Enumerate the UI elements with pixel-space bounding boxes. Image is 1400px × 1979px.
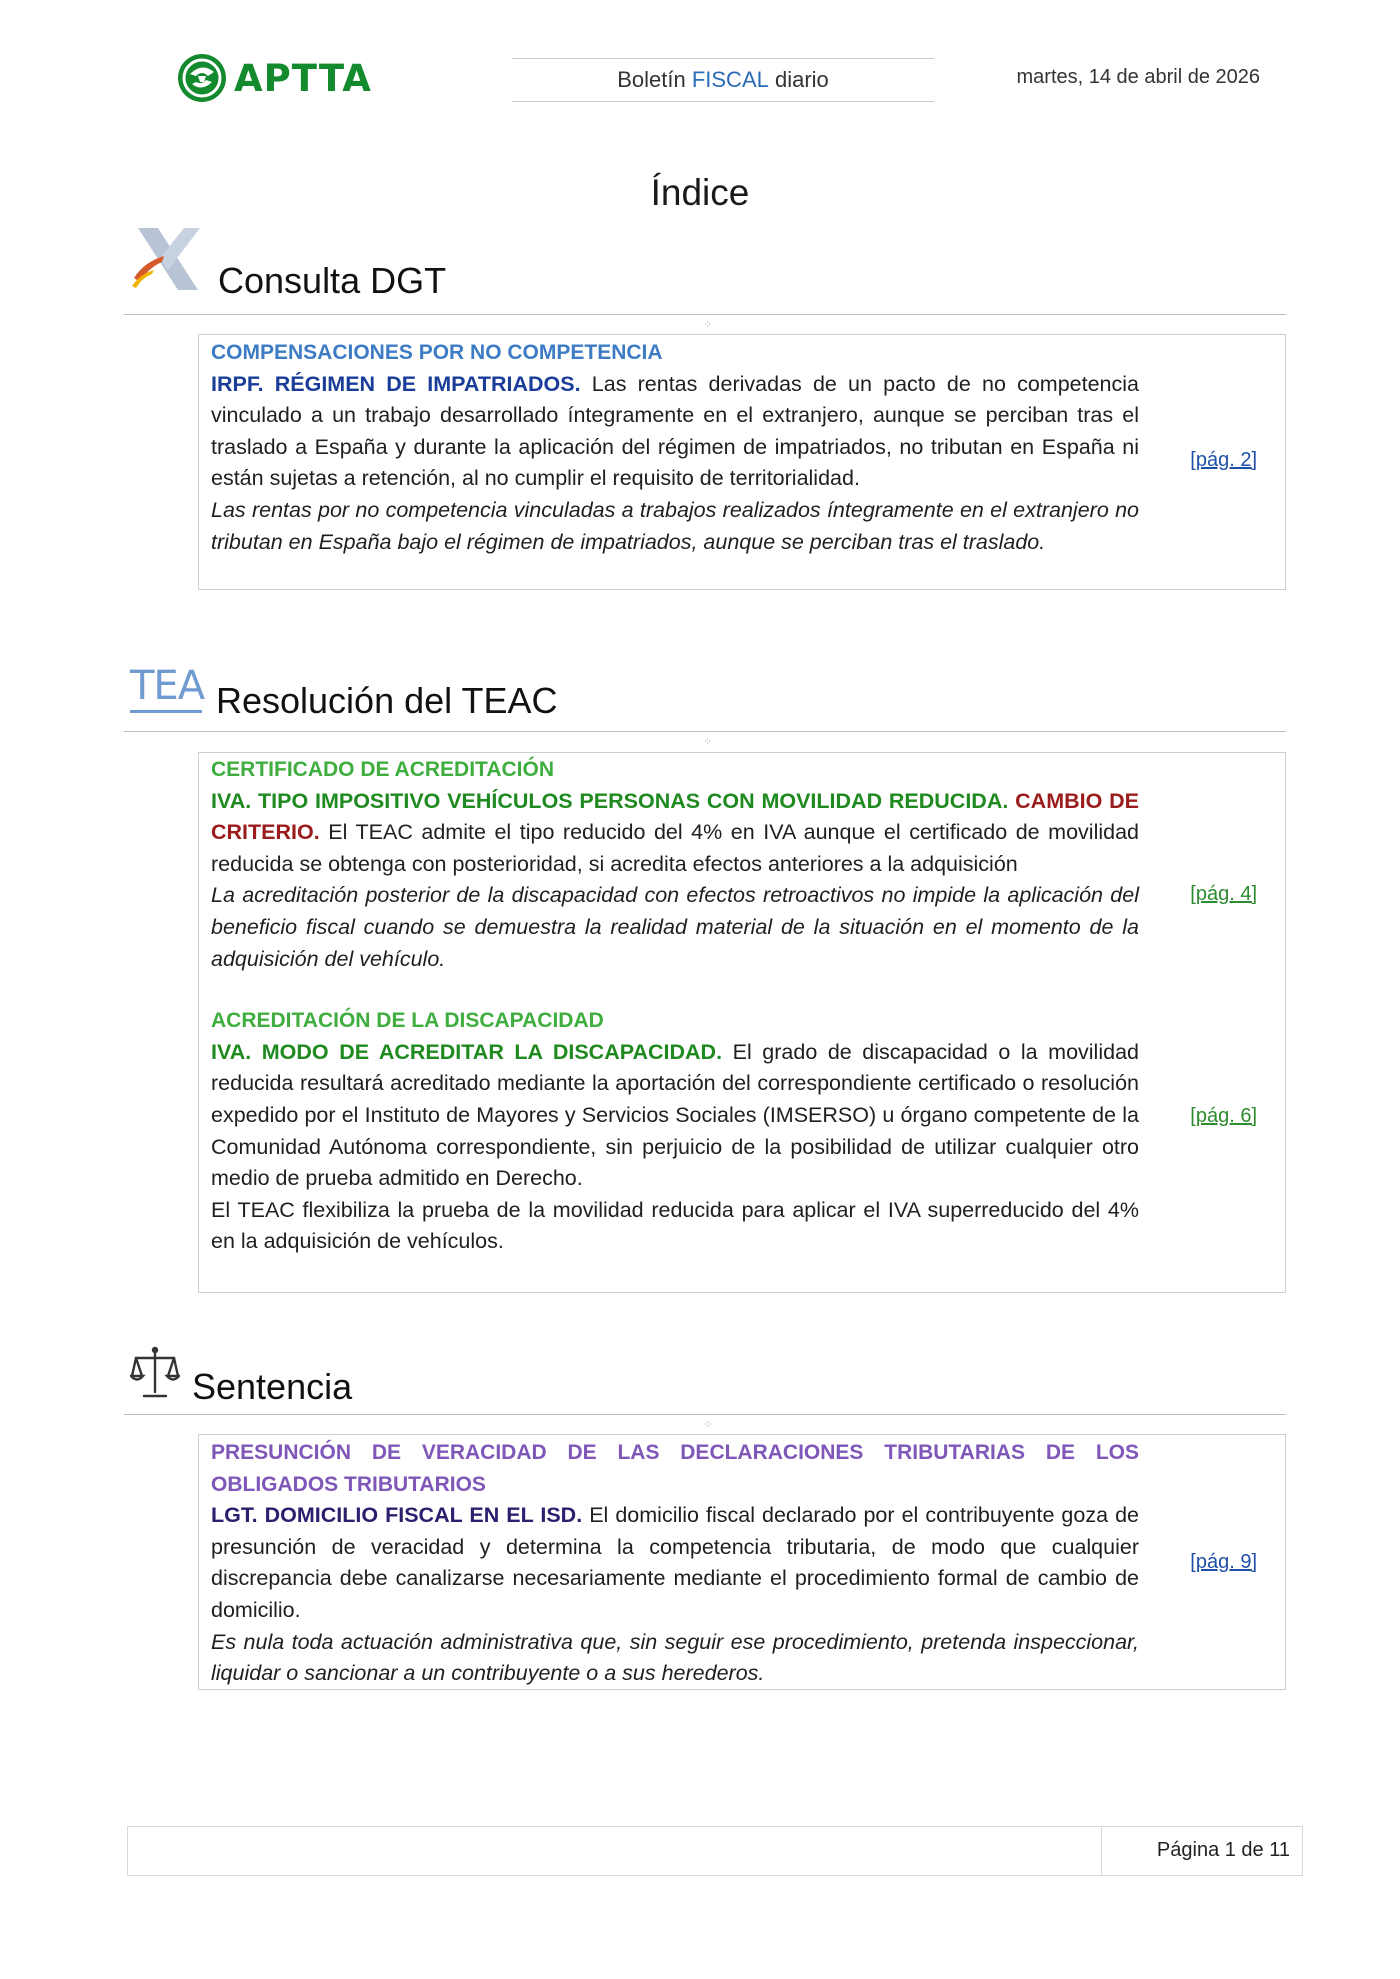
bulletin-prefix: Boletín: [617, 67, 692, 92]
entry-body: El grado de discapacidad o la movilidad reducida resultará acreditado mediante la aportación del correspondiente certificado o resolución expedido por el Instituto de Mayores y Servicios Sociales (IMSERSO) u órgano competente de la Comunidad Autónoma correspondiente, sin perjuicio de la posibilidad de utilizar cualquier otro medio de prueba admitido en Derecho.: [211, 1039, 1139, 1191]
entry-text: [199, 754, 1139, 975]
entry-summary: Es nula toda actuación administrativa que, sin seguir ese procedimiento, pretenda inspeccionar, liquidar o sancionar a un contribuyente o a sus herederos.: [211, 1629, 1139, 1686]
entry-headline: LGT. DOMICILIO FISCAL EN EL ISD.: [211, 1503, 583, 1528]
bulletin-date: martes, 14 de abril de 2026: [1016, 66, 1260, 88]
page-number: Página 1 de 11: [1156, 1839, 1290, 1861]
page-link[interactable]: [pág. 2]: [1190, 449, 1257, 471]
agencia-tributaria-icon: [128, 226, 204, 292]
scales-icon: [130, 1346, 180, 1400]
entry-summary: La acreditación posterior de la discapacidad con efectos retroactivos no impide la aplicación del beneficio fiscal cuando se demuestra la realidad material de la situación en el momento de la adquisición del vehículo.: [211, 883, 1139, 971]
section-divider: [124, 1414, 1286, 1415]
entry-kicker: COMPENSACIONES POR NO COMPETENCIA: [211, 341, 663, 364]
entry-text: [199, 1005, 1139, 1258]
index-entry[interactable]: [199, 1005, 1285, 1258]
entry-kicker: PRESUNCIÓN DE VERACIDAD DE LAS DECLARACIONES TRIBUTARIAS DE LOS OBLIGADOS TRIBUTARIOS: [211, 1441, 1139, 1496]
bulletin-suffix: diario: [768, 67, 829, 92]
entry-kicker: ACREDITACIÓN DE LA DISCAPACIDAD: [211, 1009, 604, 1033]
entry-body: El TEAC admite el tipo reducido del 4% en IVA aunque el certificado de movilidad reducida se obtenga con posterioridad, si acredita efectos anteriores a la adquisición: [211, 820, 1139, 876]
aptta-logo: [176, 52, 372, 104]
page-link[interactable]: [pág. 4]: [1190, 883, 1257, 905]
bulletin-title: [512, 58, 934, 102]
entry-body: Las rentas derivadas de un pacto de no competencia vinculado a un trabajo desarrollado íntegramente en el extranjero, aunque se perciban tras el traslado a España y durante la aplicación del régimen de impatriados, no tributan en España ni están sujetas a retención, al no cumplir el requisito de territorialidad.: [211, 371, 1139, 491]
entry-kicker: CERTIFICADO DE ACREDITACIÓN: [211, 758, 554, 781]
aptta-emblem-icon: [176, 52, 228, 104]
index-entry[interactable]: [199, 335, 1285, 558]
entry-body: El domicilio fiscal declarado por el contribuyente goza de presunción de veracidad y determina la competencia tributaria, de modo que cualquier discrepancia debe canalizarse necesariamente mediante el procedimiento formal de cambio de domicilio.: [211, 1503, 1139, 1622]
entry-flag: CAMBIO DE CRITERIO.: [211, 788, 1139, 845]
page-link[interactable]: [pág. 9]: [1190, 1551, 1257, 1573]
index-entry[interactable]: [199, 753, 1285, 975]
entry-card: [198, 334, 1286, 590]
bulletin-fiscal: FISCAL: [691, 67, 769, 92]
entry-headline: IRPF. RÉGIMEN DE IMPATRIADOS.: [211, 371, 581, 396]
teac-icon: [130, 663, 205, 716]
entry-headline: IVA. TIPO IMPOSITIVO VEHÍCULOS PERSONAS CON MOVILIDAD REDUCIDA.: [211, 788, 1009, 813]
footer-divider: [1101, 1827, 1102, 1875]
index-title: Índice: [650, 172, 750, 213]
entry-text: [199, 337, 1139, 558]
page-link[interactable]: [pág. 6]: [1190, 1105, 1257, 1128]
entry-text: [199, 1437, 1139, 1690]
entry-summary: Las rentas por no competencia vinculadas a trabajos realizados íntegramente en el extranjero no tributan en España bajo el régimen de impatriados, aunque se perciban tras el traslado.: [211, 497, 1139, 554]
entry-headline: IVA. MODO DE ACREDITAR LA DISCAPACIDAD.: [211, 1039, 723, 1064]
page-footer: [127, 1826, 1303, 1876]
entry-card: [198, 752, 1286, 1293]
section-divider: [124, 731, 1286, 732]
index-entry[interactable]: [199, 1435, 1285, 1690]
section-title-consulta-dgt: Consulta DGT: [218, 260, 447, 301]
logo-text: APTTA: [234, 56, 372, 100]
section-title-sentencia: Sentencia: [192, 1366, 353, 1407]
anchor-mark: ⁘: [703, 1419, 713, 1431]
section-divider: [124, 314, 1286, 315]
teac-icon-text: TEA: [130, 663, 205, 709]
section-title-teac: Resolución del TEAC: [216, 680, 558, 721]
entry-extra: El TEAC flexibiliza la prueba de la movilidad reducida para aplicar el IVA superreducido del 4% en la adquisición de vehículos.: [211, 1197, 1139, 1254]
entry-card: [198, 1434, 1286, 1690]
anchor-mark: ⁘: [703, 319, 713, 331]
anchor-mark: ⁘: [703, 736, 713, 748]
